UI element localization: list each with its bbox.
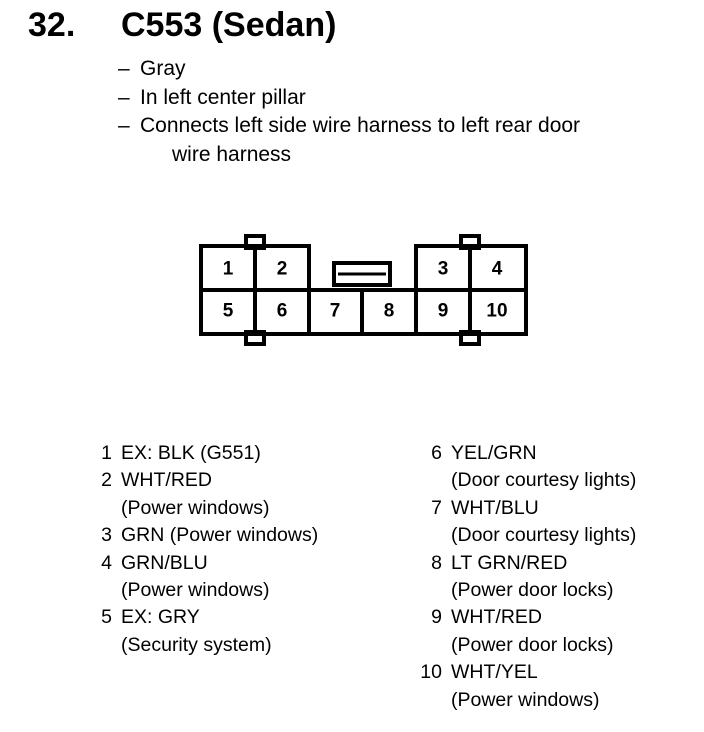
dash-glyph: – xyxy=(118,57,130,80)
cell-label-7: 7 xyxy=(329,300,341,322)
key-tab xyxy=(246,332,264,344)
dash-glyph: – xyxy=(118,85,130,109)
pin-entry-9: 9 WHT/RED (Power door locks) xyxy=(431,606,614,656)
cell-label-10: 10 xyxy=(486,300,508,322)
dash-glyph: – xyxy=(118,114,130,137)
cell-label-2: 2 xyxy=(276,258,288,280)
description-line-location: – In left center pillar xyxy=(118,84,580,113)
cell-label-5: 5 xyxy=(222,300,234,322)
connector-title: C553 (Sedan) xyxy=(121,6,337,44)
pin-entry-4: 4 GRN/BLU (Power windows) xyxy=(101,551,270,602)
pin-entry-2: 2 WHT/RED (Power windows) xyxy=(101,469,270,519)
pin-entry-3: 3 GRN (Power windows) xyxy=(101,524,319,547)
key-tab xyxy=(461,236,479,248)
description-line-connects: – Connects left side wire harness to left rear door xyxy=(118,112,580,141)
pin-list-right xyxy=(408,440,636,714)
pin-entry-6: 6 YEL/GRN (Door courtesy lights) xyxy=(431,442,637,492)
pin-entry-10: 10 WHT/YEL (Power windows) xyxy=(420,661,600,711)
item-number: 32. xyxy=(28,6,76,44)
cell-label-9: 9 xyxy=(437,300,449,322)
pin-entry-8: 8 LT GRN/RED (Power door locks) xyxy=(431,551,614,602)
cell-label-8: 8 xyxy=(383,300,395,322)
pin-list-left xyxy=(78,440,318,659)
key-tab xyxy=(461,332,479,344)
description-line-continuation: wire harness xyxy=(172,142,292,166)
cell-label-6: 6 xyxy=(276,300,288,322)
pin-entry-5: 5 EX: GRY (Security system) xyxy=(101,606,272,656)
key-tab xyxy=(246,236,264,248)
pin-entry-7: 7 WHT/BLU (Door courtesy lights) xyxy=(431,496,637,547)
pin-entry-1: 1 EX: BLK (G551) xyxy=(101,442,261,464)
cell-label-3: 3 xyxy=(437,258,449,280)
cell-label-1: 1 xyxy=(222,258,234,280)
description-line-color: – Gray xyxy=(118,55,580,84)
cell-label-4: 4 xyxy=(491,258,503,280)
